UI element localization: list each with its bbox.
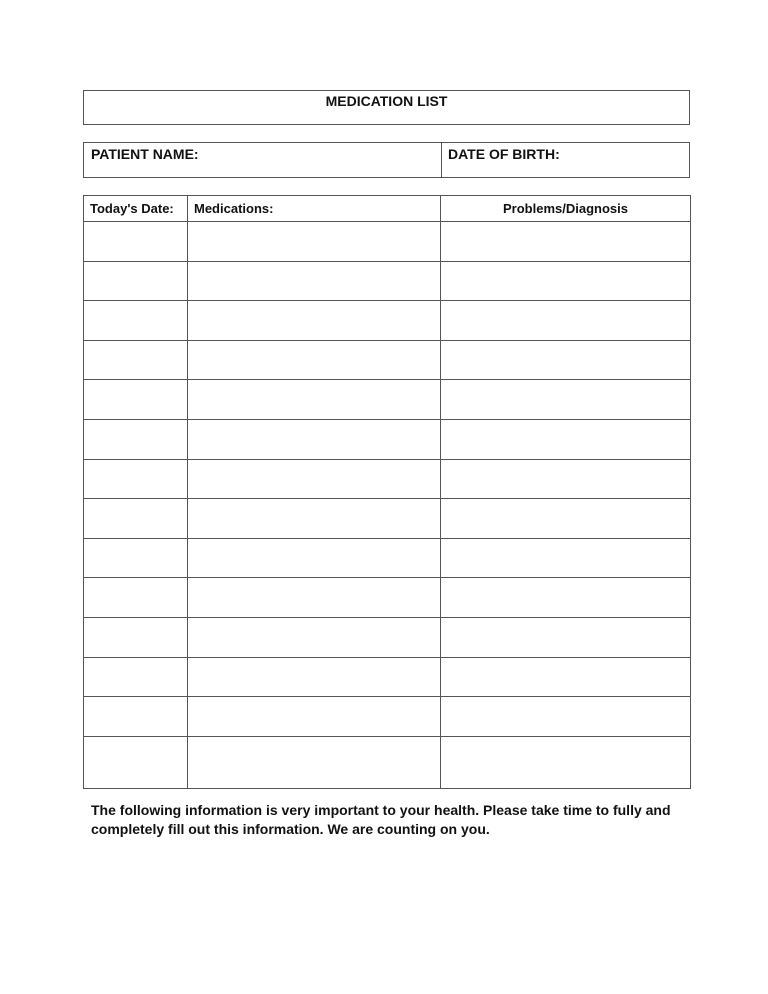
medication-cell[interactable] (188, 736, 441, 788)
diagnosis-cell[interactable] (441, 736, 691, 788)
table-header-row (84, 196, 691, 222)
medication-cell[interactable] (188, 459, 441, 499)
diagnosis-cell[interactable] (441, 222, 691, 262)
diagnosis-cell[interactable] (441, 657, 691, 697)
column-header-todays-date: Today's Date: (84, 196, 188, 222)
medication-cell[interactable] (188, 380, 441, 420)
diagnosis-cell[interactable] (441, 578, 691, 618)
medication-cell[interactable] (188, 261, 441, 301)
diagnosis-cell[interactable] (441, 261, 691, 301)
diagnosis-cell[interactable] (441, 538, 691, 578)
table-row (84, 657, 691, 697)
date-cell[interactable] (84, 419, 188, 459)
date-cell[interactable] (84, 736, 188, 788)
patient-name-label: PATIENT NAME: (91, 146, 199, 162)
date-cell[interactable] (84, 697, 188, 737)
date-cell[interactable] (84, 617, 188, 657)
patient-info-box (83, 142, 690, 178)
date-cell[interactable] (84, 301, 188, 341)
table-row (84, 736, 691, 788)
medication-cell[interactable] (188, 222, 441, 262)
table-row (84, 697, 691, 737)
date-cell[interactable] (84, 578, 188, 618)
date-cell[interactable] (84, 538, 188, 578)
medication-cell[interactable] (188, 697, 441, 737)
diagnosis-cell[interactable] (441, 380, 691, 420)
table-row (84, 261, 691, 301)
table-row (84, 419, 691, 459)
table-row (84, 459, 691, 499)
date-cell[interactable] (84, 499, 188, 539)
diagnosis-cell[interactable] (441, 499, 691, 539)
table-row (84, 538, 691, 578)
table-row (84, 578, 691, 618)
patient-divider (441, 143, 442, 177)
date-cell[interactable] (84, 222, 188, 262)
diagnosis-cell[interactable] (441, 697, 691, 737)
column-header-medications: Medications: (188, 196, 441, 222)
medication-cell[interactable] (188, 340, 441, 380)
date-cell[interactable] (84, 340, 188, 380)
medication-cell[interactable] (188, 538, 441, 578)
medication-table (83, 195, 691, 789)
title-box (83, 90, 690, 125)
table-row (84, 499, 691, 539)
medication-cell[interactable] (188, 578, 441, 618)
table-row (84, 222, 691, 262)
footer-note: The following information is very important to your health. Please take time to fully and completely fill out this information. We are counting on you. (91, 802, 671, 837)
column-header-problems-diagnosis: Problems/Diagnosis (441, 196, 691, 222)
page-title: MEDICATION LIST (325, 93, 448, 109)
date-cell[interactable] (84, 380, 188, 420)
date-of-birth-label: DATE OF BIRTH: (448, 146, 560, 162)
date-cell[interactable] (84, 657, 188, 697)
diagnosis-cell[interactable] (441, 340, 691, 380)
table-row (84, 340, 691, 380)
date-cell[interactable] (84, 261, 188, 301)
diagnosis-cell[interactable] (441, 301, 691, 341)
medication-cell[interactable] (188, 657, 441, 697)
medication-cell[interactable] (188, 301, 441, 341)
date-cell[interactable] (84, 459, 188, 499)
table-row (84, 617, 691, 657)
table-row (84, 380, 691, 420)
medication-cell[interactable] (188, 617, 441, 657)
diagnosis-cell[interactable] (441, 459, 691, 499)
medication-cell[interactable] (188, 419, 441, 459)
diagnosis-cell[interactable] (441, 617, 691, 657)
diagnosis-cell[interactable] (441, 419, 691, 459)
medication-cell[interactable] (188, 499, 441, 539)
table-row (84, 301, 691, 341)
